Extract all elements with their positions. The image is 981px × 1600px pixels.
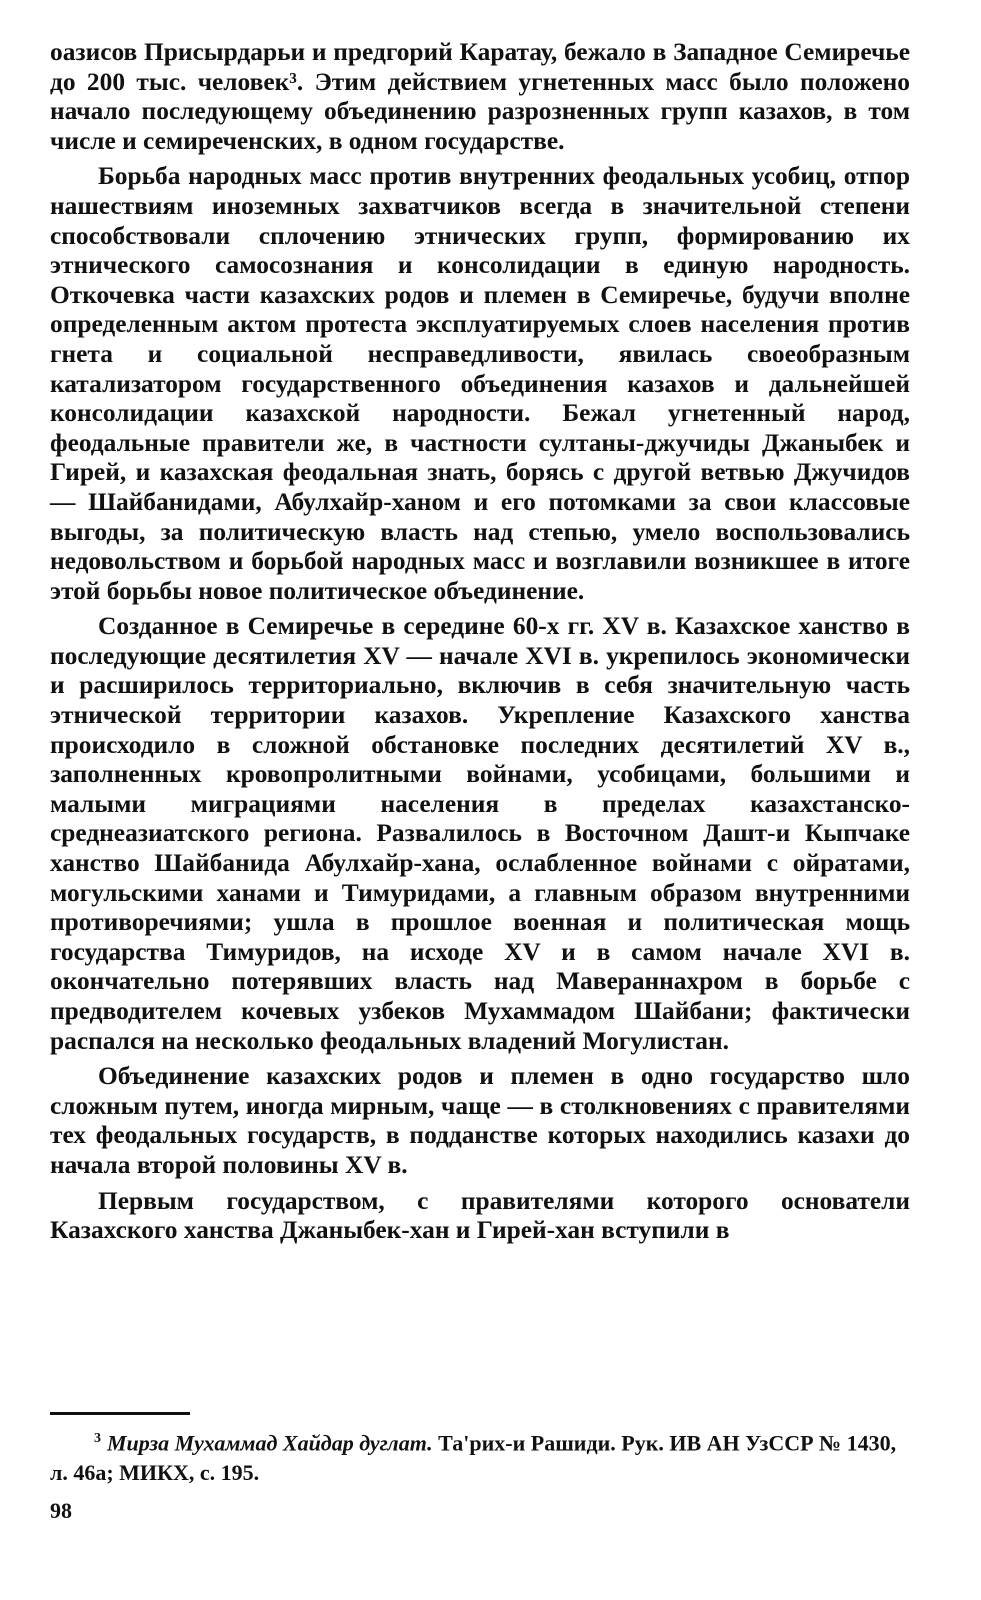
footnote-author: Мирза Мухаммад Хайдар дуглат. bbox=[107, 1430, 433, 1456]
footnote-divider bbox=[50, 1412, 190, 1415]
page-number: 98 bbox=[50, 1498, 72, 1523]
footnote-mark: 3 bbox=[94, 1431, 101, 1446]
footnote bbox=[50, 1424, 910, 1488]
paragraph-5: Первым государством, с правителями которого основатели Казахского ханства Джаныбек-хан и Гирей-хан вступили в bbox=[50, 1186, 910, 1245]
paragraph-4: Объединение казахских родов и племен в одно государство шло сложным путем, иногда мирным, чаще — в столкновениях с правителями тех феодальных государств, в подданстве которых находились казахи до начала второй половины XV в. bbox=[50, 1062, 910, 1179]
footnote-text: Та'рих-и Рашиди. Рук. ИВ АН УзССР № 1430, л. 46а; МИКХ, с. 195. bbox=[50, 1430, 897, 1486]
paragraph-3: Созданное в Семиречье в середине 60-х гг. XV в. Казахское ханство в последующие десятилетия XV — начале XVI в. укрепилось экономически и расширилось территориально, включив в себя значительную часть этнической территории казахов. Укрепление Казахского ханства происходило в сложной обстановке последних десятилетий XV в., заполненных кровопролитными войнами, усобицами, большими и малыми миграциями населения в пределах казахстанско-среднеазиатского региона. Развалилось в Восточном Дашт-и Кыпчаке ханство Шайбанида Абулхайр-хана, ослабленное войнами с ойратами, могульскими ханами и Тимуридами, а главным образом внутренними противоречиями; ушла в прошлое военная и политическая мощь государства Тимуридов, на исходе XV и в самом начале XVI в. окончательно потерявших власть над Мавераннахром в борьбе с предводителем кочевых узбеков Мухаммадом Шайбани; фактически распался на несколько феодальных владений Могулистан. bbox=[50, 612, 910, 1055]
page-body bbox=[50, 38, 910, 1246]
paragraph-1: оазисов Присырдарьи и предгорий Каратау, бежало в Западное Семиречье до 200 тыс. человек³. Этим действием угнетенных масс было положено начало последующему объединению разрозненных групп казахов, в том числе и семиреченских, в одном государстве. bbox=[50, 38, 910, 155]
paragraph-2: Борьба народных масс против внутренних феодальных усобиц, отпор нашествиям иноземных захватчиков всегда в значительной степени способствовали сплочению этнических групп, формированию их этнического самосознания и консолидации в единую народность. Откочевка части казахских родов и племен в Семиречье, будучи вполне определенным актом протеста эксплуатируемых слоев населения против гнета и социальной несправедливости, явилась своеобразным катализатором государственного объединения казахов и дальнейшей консолидации казахской народности. Бежал угнетенный народ, феодальные правители же, в частности султаны-джучиды Джаныбек и Гирей, и казахская феодальная знать, борясь с другой ветвью Джучидов — Шайбанидами, Абулхайр-ханом и его потомками за свои классовые выгоды, за политическую власть над степью, умело воспользовались недовольством и борьбой народных масс и возглавили возникшее в итоге этой борьбы новое политическое объединение. bbox=[50, 162, 910, 605]
